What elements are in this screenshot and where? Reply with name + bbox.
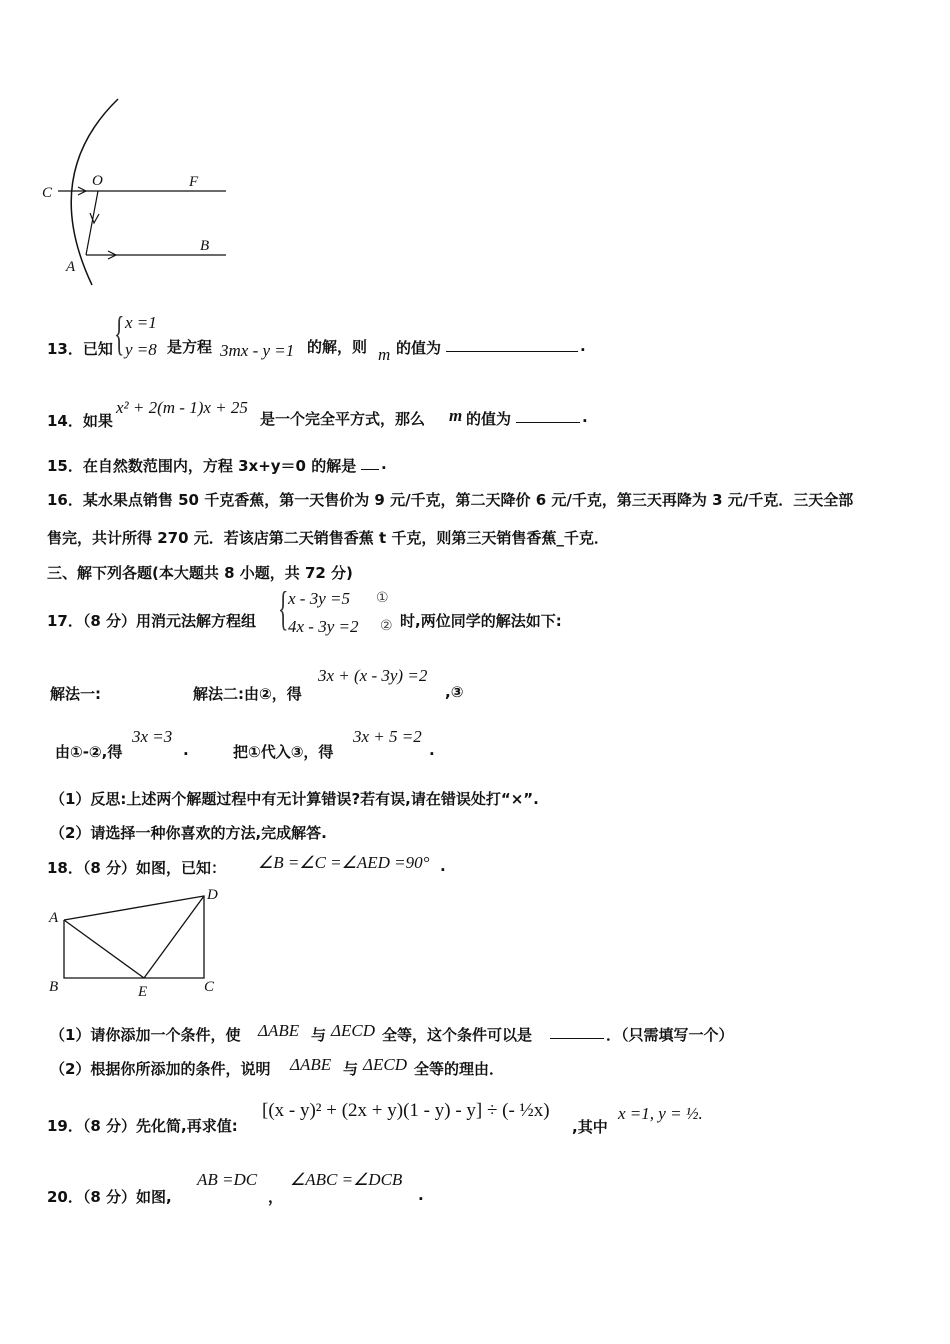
q14-answer-blank: [516, 408, 580, 423]
mirror-figure: [36, 95, 236, 295]
q13-text-end: 的值为: [396, 339, 442, 357]
segment-ed: [144, 896, 204, 978]
q13-system-eq2: y =8: [125, 340, 157, 359]
q15-answer-blank: [361, 455, 379, 470]
q17-part1: （1）反思:上述两个解题过程中有无计算错误?若有误,请在错误处打“×”.: [50, 790, 539, 808]
q18-part1-b: 全等，这个条件可以是: [382, 1026, 533, 1044]
q17-method1-period: .: [183, 741, 189, 759]
q13-system-eq1: x =1: [125, 313, 157, 332]
label-a: A: [49, 910, 59, 926]
label-c: C: [42, 185, 53, 201]
q17-method1-label: 解法一:: [50, 685, 101, 703]
q15-text: 15．在自然数范围内，方程 3x+y＝0 的解是: [47, 457, 357, 475]
q18-and-2: 与: [343, 1060, 359, 1078]
section-heading: 三、解下列各题(本大题共 8 小题，共 72 分): [47, 564, 353, 582]
q13-answer-blank: [446, 337, 578, 352]
label-e: E: [138, 984, 148, 998]
q17-system-eq2: 4x - 3y =2: [288, 617, 359, 636]
q17-system-eq1: x - 3y =5: [288, 589, 350, 608]
label-o: O: [92, 173, 103, 189]
label-b: B: [200, 238, 210, 254]
q19-text-mid: ,其中: [572, 1118, 608, 1136]
q18-period: .: [440, 857, 446, 875]
q18-and: 与: [311, 1026, 327, 1044]
q18-part2-b: 全等的理由．: [414, 1060, 505, 1078]
q18-triangle-ecd: ΔECD: [331, 1021, 375, 1040]
q13-period: .: [580, 337, 586, 355]
q18-part2-a: （2）根据你所添加的条件，说明: [50, 1060, 271, 1078]
q18-part1-a: （1）请你添加一个条件，使: [50, 1026, 241, 1044]
q16-line2: 售完，共计所得 270 元．若该店第二天销售香蕉 t 千克，则第三天销售香蕉_千克．: [47, 529, 609, 547]
q17-method1-eq: 3x =3: [132, 727, 173, 746]
q18-answer-blank: [550, 1024, 604, 1039]
q17-text-end: 时,两位同学的解法如下:: [400, 612, 562, 630]
q18-part1-c: ．（只需填写一个）: [606, 1026, 734, 1044]
q14-expression: x² + 2(m - 1)x + 25: [116, 398, 248, 417]
q17-method1-step: 由①-②,得: [55, 743, 123, 761]
q18-triangle-abe: ΔABE: [258, 1021, 300, 1040]
q13-equation: 3mx - y =1: [220, 341, 295, 360]
q20-comma: ，: [268, 1188, 284, 1206]
q19-values: x =1, y = ½.: [618, 1104, 703, 1123]
q14-text-mid: 是一个完全平方式，那么: [260, 410, 426, 428]
q17-method2-eq2: 3x + 5 =2: [353, 727, 422, 746]
q17-method2-period: .: [429, 741, 435, 759]
q14-text-end: 的值为: [466, 410, 512, 428]
q13-number: 13．已知: [47, 340, 113, 358]
q13-var: m: [378, 345, 391, 364]
q17-part2: （2）请选择一种你喜欢的方法,完成解答.: [50, 824, 327, 842]
q14-period: .: [582, 408, 588, 426]
q17-method2-label: 解法二:由②，得: [193, 685, 302, 703]
q20-period: .: [418, 1186, 424, 1204]
q18-triangle-ecd-2: ΔECD: [363, 1055, 407, 1074]
q14-var: m: [449, 406, 463, 425]
left-brace: {: [278, 582, 289, 635]
ray-oa: [86, 191, 98, 255]
q17-method2-tail: ,③: [445, 683, 464, 701]
label-c: C: [204, 979, 215, 995]
q17-number: 17．（8 分）用消元法解方程组: [47, 612, 257, 630]
q19-number: 19．（8 分）先化简,再求值:: [47, 1117, 238, 1135]
q16-line1: 16．某水果点销售 50 千克香蕉，第一天售价为 9 元/千克，第二天降价 6 元/千克，第三天再降为 3 元/千克．三天全部: [47, 491, 854, 509]
q13-text-mid: 是方程: [167, 338, 213, 356]
quadrilateral-figure: [44, 882, 234, 998]
q20-number: 20．（8 分）如图,: [47, 1188, 172, 1206]
q19-expression: [(x - y)² + (2x + y)(1 - y) - y] ÷ (- ½x): [262, 1100, 550, 1121]
label-d: D: [207, 887, 218, 903]
label-f: F: [189, 174, 199, 190]
q17-method2-step: 把①代入③，得: [233, 743, 334, 761]
q15-period: .: [381, 455, 387, 473]
q18-number: 18．（8 分）如图，已知：: [47, 859, 227, 877]
q20-condition1: AB =DC: [197, 1170, 258, 1189]
q13-text-mid2: 的解，则: [307, 338, 368, 356]
label-b: B: [49, 979, 59, 995]
arrow-down-icon: [90, 213, 99, 223]
label-a: A: [66, 259, 76, 275]
segment-ae: [64, 920, 144, 978]
q17-method2-eq: 3x + (x - 3y) =2: [318, 666, 428, 685]
q18-triangle-abe-2: ΔABE: [290, 1055, 332, 1074]
q14-number: 14．如果: [47, 412, 113, 430]
q17-circle-2: ②: [380, 618, 393, 634]
left-brace: {: [114, 307, 125, 360]
q17-circle-1: ①: [376, 590, 389, 606]
figure-outline: [64, 896, 204, 978]
q20-condition2: ∠ABC =∠DCB: [290, 1170, 403, 1189]
q18-condition: ∠B =∠C =∠AED =90°: [258, 853, 430, 872]
